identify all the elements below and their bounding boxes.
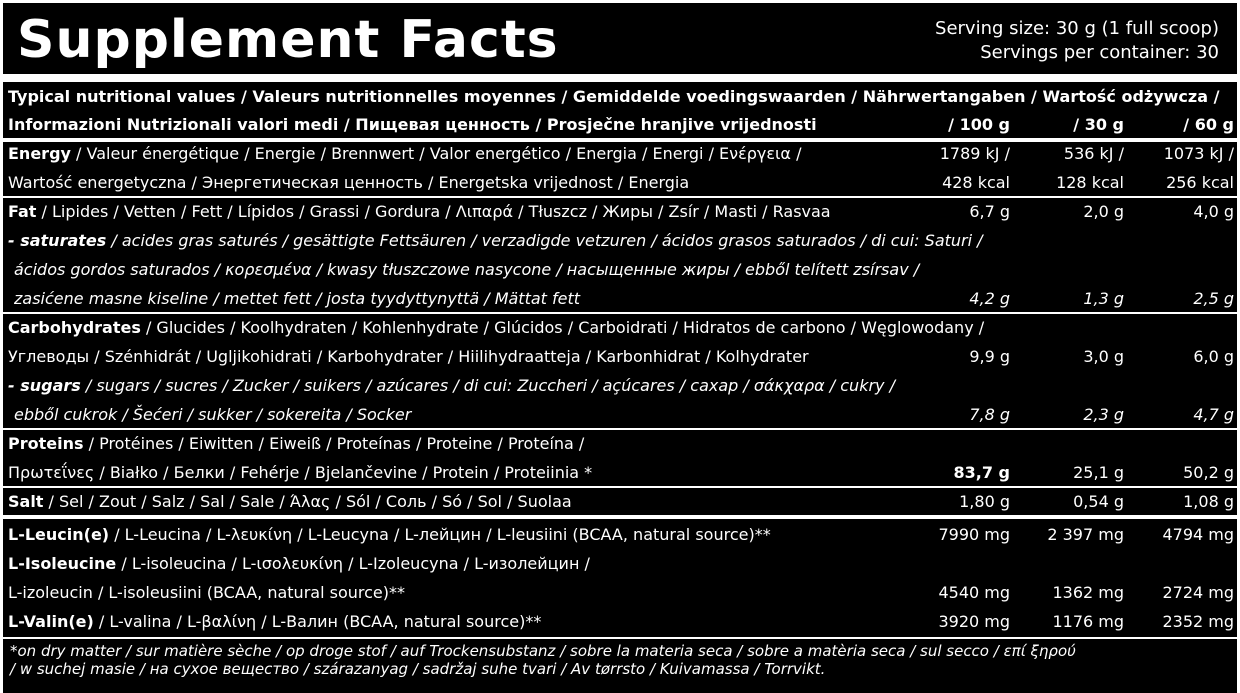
serving-info	[935, 17, 1219, 65]
fat-name: Fat	[8, 202, 37, 221]
carbohydrates-100g: 9,9 g	[969, 347, 1010, 366]
label-header	[0, 0, 1240, 74]
isoleucine-row-1	[0, 549, 1240, 578]
leucine-60g: 4794 mg	[1162, 525, 1234, 544]
salt-100g: 1,80 g	[959, 492, 1010, 511]
sugars-row-1	[0, 371, 1240, 400]
proteins-name: Proteins	[8, 434, 84, 453]
saturates-translations: / acides gras saturés / gesättigte Fettsäuren / verzadigde vetzuren / ácidos grasos saturados / di cui: Saturi /	[106, 231, 983, 250]
sugars-translations: / sugars / sucres / Zucker / suikers / azúcares / di cui: Zuccheri / açúcares / сахар / σάκχαρα / cukry /	[80, 376, 895, 395]
energy-kcal-30g: 128 kcal	[1056, 173, 1124, 192]
fat-30g: 2,0 g	[1083, 202, 1124, 221]
footnote	[10, 642, 1076, 678]
label-title: Supplement Facts	[17, 10, 559, 70]
sugars-name: - sugars	[8, 376, 81, 395]
proteins-30g: 25,1 g	[1073, 463, 1124, 482]
footnote-line: / w suchej masie / на сухое вещество / szárazanyag / sadržaj suhe tvari / Av tørrsto / Kuivamassa / Torrvikt.	[10, 660, 826, 678]
column-per-100g: / 100 g	[948, 115, 1010, 134]
energy-kj-60g: 1073 kJ /	[1163, 144, 1234, 163]
footnote-line: *on dry matter / sur matière sèche / op droge stof / auf Trockensubstanz / sobre la materia seca / sobre a matèria seca / sul secco / επί ξηρού	[10, 642, 1076, 660]
energy-translations: Wartość energetyczna / Энергетическая ценность / Energetska vrijednost / Energia	[8, 173, 690, 192]
salt-name: Salt	[8, 492, 44, 511]
energy-name: Energy	[8, 144, 71, 163]
leucine-100g: 7990 mg	[938, 525, 1010, 544]
carbohydrates-row-2	[0, 342, 1240, 371]
saturates-60g: 2,5 g	[1193, 289, 1234, 308]
salt-translations: / Sel / Zout / Salz / Sal / Sale / Άλας / Sól / Соль / Só / Sol / Suolaa	[43, 492, 572, 511]
saturates-row-3	[0, 284, 1240, 313]
proteins-60g: 50,2 g	[1183, 463, 1234, 482]
energy-row-1	[0, 139, 1240, 168]
valine-translations: / L-valina / L-βαλίνη / L-Валин (BCAA, natural source)**	[93, 612, 542, 631]
sugars-60g: 4,7 g	[1193, 405, 1234, 424]
serving-size: Serving size: 30 g (1 full scoop)	[935, 18, 1219, 39]
proteins-100g: 83,7 g	[953, 463, 1010, 482]
carbohydrates-translations: / Glucides / Koolhydraten / Kohlenhydrate / Glúcidos / Carboidrati / Hidratos de carbono / Węglowodany /	[140, 318, 985, 337]
sugars-30g: 2,3 g	[1083, 405, 1124, 424]
proteins-translations: / Protéines / Eiwitten / Eiweiß / Proteínas / Proteine / Proteína /	[83, 434, 585, 453]
valine-row	[0, 607, 1240, 636]
energy-translations: / Valeur énergétique / Energie / Brennwert / Valor energético / Energia / Energi / Ενέργεια /	[70, 144, 802, 163]
proteins-translations: Πρωτεΐνες / Białko / Белки / Fehérje / Bjelančevine / Protein / Proteiinia *	[8, 463, 593, 482]
column-header-row-1	[0, 82, 1240, 111]
divider	[0, 515, 1240, 519]
isoleucine-60g: 2724 mg	[1162, 583, 1234, 602]
valine-100g: 3920 mg	[938, 612, 1010, 631]
valine-30g: 1176 mg	[1052, 612, 1124, 631]
salt-30g: 0,54 g	[1073, 492, 1124, 511]
carbohydrates-row-1	[0, 313, 1240, 342]
energy-kj-100g: 1789 kJ /	[939, 144, 1010, 163]
carbohydrates-30g: 3,0 g	[1083, 347, 1124, 366]
isoleucine-translations: / L-isoleucina / L-ισολευκίνη / L-Izoleucyna / L-изолейцин /	[116, 554, 590, 573]
servings-per-container: Servings per container: 30	[980, 42, 1219, 63]
saturates-row-2	[0, 255, 1240, 284]
salt-60g: 1,08 g	[1183, 492, 1234, 511]
energy-row-2	[0, 168, 1240, 197]
column-header-row-2	[0, 110, 1240, 139]
sugars-row-2	[0, 400, 1240, 429]
saturates-100g: 4,2 g	[969, 289, 1010, 308]
header-divider	[0, 74, 1240, 82]
energy-kj-30g: 536 kJ /	[1063, 144, 1124, 163]
energy-kcal-60g: 256 kcal	[1166, 173, 1234, 192]
sugars-translations: ebből cukrok / Šećeri / sukker / sokereita / Socker	[14, 405, 412, 424]
carbohydrates-name: Carbohydrates	[8, 318, 141, 337]
isoleucine-name: L-Isoleucine	[8, 554, 117, 573]
saturates-name: - saturates	[8, 231, 107, 250]
isoleucine-translations: L-izoleucin / L-isoleusiini (BCAA, natural source)**	[8, 583, 405, 602]
divider	[0, 637, 1240, 639]
column-per-60g: / 60 g	[1183, 115, 1234, 134]
fat-60g: 4,0 g	[1193, 202, 1234, 221]
energy-kcal-100g: 428 kcal	[942, 173, 1010, 192]
leucine-30g: 2 397 mg	[1047, 525, 1124, 544]
fat-100g: 6,7 g	[969, 202, 1010, 221]
isoleucine-30g: 1362 mg	[1052, 583, 1124, 602]
proteins-row-2	[0, 458, 1240, 487]
proteins-row-1	[0, 429, 1240, 458]
fat-translations: / Lipides / Vetten / Fett / Lípidos / Grassi / Gordura / Λιπαρά / Tłuszcz / Жиры / Zsír / Masti / Rasvaa	[36, 202, 831, 221]
leucine-name: L-Leucin(e)	[8, 525, 110, 544]
carbohydrates-60g: 6,0 g	[1193, 347, 1234, 366]
saturates-translations: zasićene masne kiseline / mettet fett / josta tyydyttynyttä / Mättat fett	[14, 289, 581, 308]
fat-row	[0, 197, 1240, 226]
saturates-row-1	[0, 226, 1240, 255]
saturates-translations: ácidos gordos saturados / κορεσμένα / kwasy tłuszczowe nasycone / насыщенные жиры / ebből telített zsírsav /	[14, 260, 920, 279]
column-header-text: Informazioni Nutrizionali valori medi / Пищевая ценность / Prosječne hranjive vrijednosti	[8, 115, 817, 134]
salt-row	[0, 487, 1240, 516]
valine-60g: 2352 mg	[1162, 612, 1234, 631]
valine-name: L-Valin(e)	[8, 612, 94, 631]
carbohydrates-translations: Углеводы / Szénhidrát / Ugljikohidrati / Karbohydrater / Hiilihydraatteja / Karbonhidrat / Kolhydrater	[8, 347, 809, 366]
isoleucine-row-2	[0, 578, 1240, 607]
leucine-translations: / L-Leucina / L-λευκίνη / L-Leucyna / L-лейцин / L-leusiini (BCAA, natural source)**	[109, 525, 771, 544]
saturates-30g: 1,3 g	[1083, 289, 1124, 308]
isoleucine-100g: 4540 mg	[938, 583, 1010, 602]
column-header-text: Typical nutritional values / Valeurs nutritionnelles moyennes / Gemiddelde voedingswaarden / Nährwertangaben / Wartość odżywcza /	[8, 87, 1220, 106]
sugars-100g: 7,8 g	[969, 405, 1010, 424]
column-per-30g: / 30 g	[1073, 115, 1124, 134]
leucine-row	[0, 520, 1240, 549]
